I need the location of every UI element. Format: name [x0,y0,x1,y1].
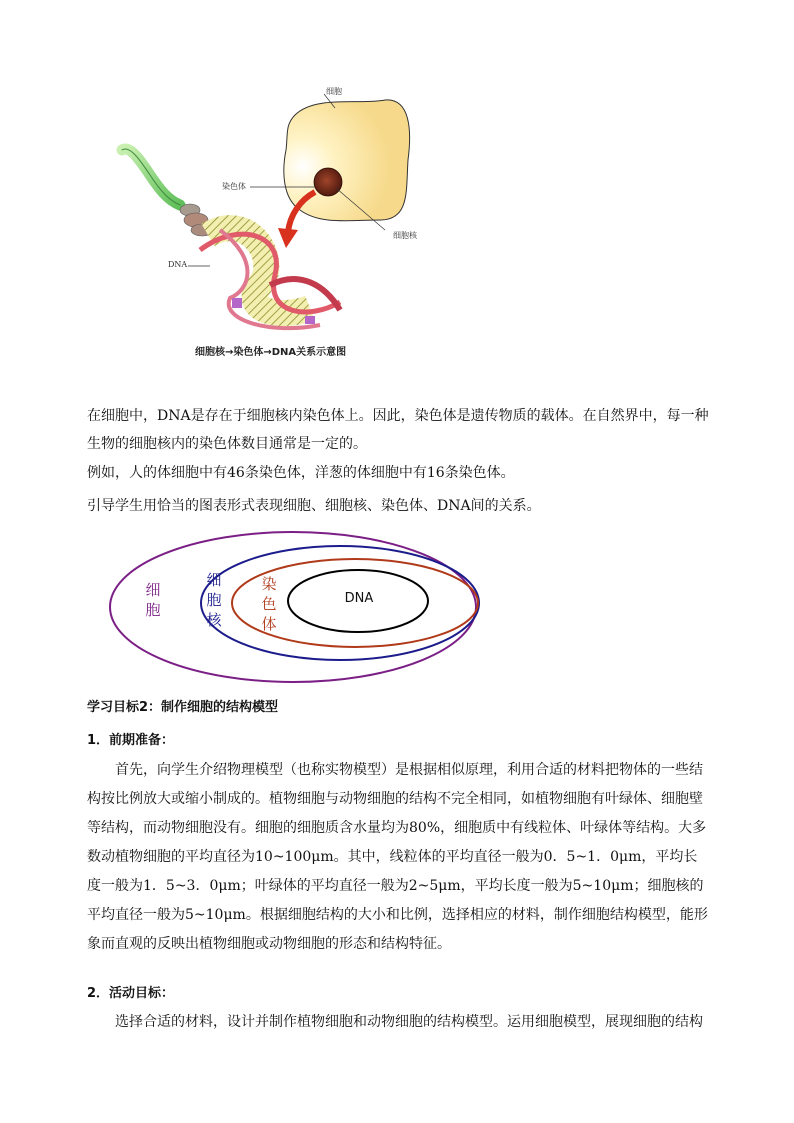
dna-ellipse-label: DNA [344,591,374,606]
nested-ellipse-diagram [108,530,480,685]
paragraph-preparation: 首先，向学生介绍物理模型（也称实物模型）是根据相似原理，利用合适的材料把物体的一些结构按比例放大或缩小制成的。植物细胞与动物细胞的结构不完全相同，如植物细胞有叶绿体、细胞壁等结构，而动物细胞没有。细胞的细胞质含水量均为80%，细胞质中有线粒体、叶绿体等结构。大多数动植物细胞的平均直径为10~100μm。其中，线粒体的平均直径一般为0．5~1．0μm，平均长度一般为1．5~3．0μm；叶绿体的平均直径一般为2~5μm，平均长度一般为5~10μm；细胞核的平均直径一般为5~10μm。根据细胞结构的大小和比例，选择相应的材料，制作细胞结构模型，能形象而直观的反映出植物细胞或动物细胞的形态和结构特征。 [87,762,708,952]
subheading-activity-goal: 2．活动目标： [87,986,175,1001]
nucleus-ellipse-label: 细 胞 核 [206,571,222,629]
dna-helix [200,228,340,328]
chromosome-ellipse-label: 染 色 体 [261,575,277,633]
paragraph-activity-goal: 选择合适的材料，设计并制作植物细胞和动物细胞的结构模型。运用细胞模型，展现细胞的结构 [115,1014,703,1030]
subheading-preparation: 1．前期准备： [87,733,175,748]
paragraph-dna-location: 在细胞中，DNA是存在于细胞核内染色体上。因此，染色体是遗传物质的载体。在自然界中，每一种生物的细胞核内的染色体数目通常是一定的。 [87,408,709,452]
paragraph-guide-students: 引导学生用恰当的图表形式表现细胞、细胞核、染色体、DNA间的关系。 [87,498,541,514]
dna-label: DNA [168,260,188,269]
nested-ellipses [108,530,480,685]
cell-dna-illustration [110,70,440,340]
cell-ellipse-label: 细 胞 [145,581,161,619]
section-heading-goal-2: 学习目标2：制作细胞的结构模型 [87,700,279,715]
chromosome-label: 染色体 [222,182,246,191]
nucleus-shape [314,168,342,196]
figure-caption: 细胞核→染色体→DNA关系示意图 [195,347,347,358]
cell-dna-figure [110,70,440,340]
paragraph-chromosome-example: 例如，人的体细胞中有46条染色体，洋葱的体细胞中有16条染色体。 [87,465,515,481]
cell-ellipse [110,532,476,682]
nucleus-label: 细胞核 [393,231,417,240]
cell-label: 细胞 [326,87,342,96]
